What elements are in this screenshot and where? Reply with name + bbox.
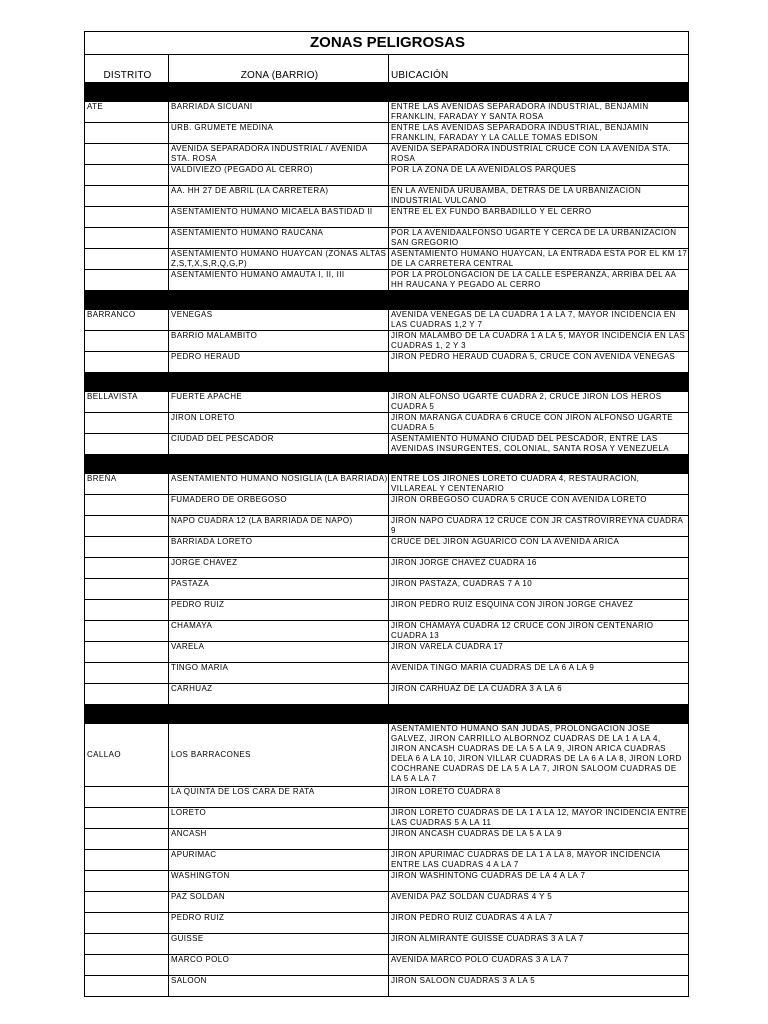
- table-row: [85, 310, 689, 331]
- table-row: [85, 829, 689, 850]
- distrito-cell: BREÑA: [85, 474, 169, 495]
- table-row: [85, 976, 689, 997]
- distrito-cell: [85, 955, 169, 976]
- zona-cell: APURIMAC: [169, 850, 389, 871]
- zona-cell: PASTAZA: [169, 579, 389, 600]
- table-row: [85, 579, 689, 600]
- ubicacion-cell: POR LA ZONA DE LA AVENIDALOS PARQUES: [389, 165, 689, 186]
- ubicacion-cell: JIRON CHAMAYA CUADRA 12 CRUCE CON JIRON CENTENARIO CUADRA 13: [389, 621, 689, 642]
- table-body: [85, 32, 689, 997]
- ubicacion-cell: JIRON LORETO CUADRA 8: [389, 787, 689, 808]
- ubicacion-cell: ENTRE LAS AVENIDAS SEPARADORA INDUSTRIAL, BENJAMIN FRANKLIN, FARADAY Y SANTA ROSA: [389, 102, 689, 123]
- distrito-cell: [85, 207, 169, 228]
- distrito-cell: [85, 892, 169, 913]
- zona-cell: VARELA: [169, 642, 389, 663]
- distrito-cell: [85, 579, 169, 600]
- zonas-table: [84, 31, 689, 997]
- page-title: ZONAS PELIGROSAS: [85, 32, 689, 55]
- zona-cell: SALOON: [169, 976, 389, 997]
- ubicacion-cell: JIRON ALMIRANTE GUISSE CUADRAS 3 A LA 7: [389, 934, 689, 955]
- table-row: [85, 270, 689, 291]
- ubicacion-cell: JIRON PEDRO HERAUD CUADRA 5, CRUCE CON AVENIDA VENEGAS: [389, 352, 689, 373]
- distrito-cell: BARRANCO: [85, 310, 169, 331]
- table-row: [85, 724, 689, 787]
- ubicacion-cell: AVENIDA SEPARADORA INDUSTRIAL CRUCE CON LA AVENIDA STA. ROSA: [389, 144, 689, 165]
- ubicacion-cell: JIRON ORBEGOSO CUADRA 5 CRUCE CON AVENIDA LORETO: [389, 495, 689, 516]
- distrito-cell: CALLAO: [85, 724, 169, 787]
- section-separator: [85, 291, 689, 310]
- zona-cell: ANCASH: [169, 829, 389, 850]
- zona-cell: JORGE CHAVEZ: [169, 558, 389, 579]
- zona-cell: GUISSE: [169, 934, 389, 955]
- ubicacion-cell: POR LA PROLONGACION DE LA CALLE ESPERANZA, ARRIBA DEL AA HH RAUCANA Y PEGADO AL CERRO: [389, 270, 689, 291]
- distrito-cell: [85, 871, 169, 892]
- separator-bar: [85, 83, 689, 102]
- table-row: [85, 892, 689, 913]
- distrito-cell: [85, 537, 169, 558]
- ubicacion-cell: JIRON PEDRO RUIZ ESQUINA CON JIRON JORGE CHAVEZ: [389, 600, 689, 621]
- distrito-cell: [85, 270, 169, 291]
- table-row: [85, 165, 689, 186]
- section-separator: [85, 705, 689, 724]
- distrito-cell: [85, 186, 169, 207]
- distrito-cell: [85, 352, 169, 373]
- distrito-cell: [85, 663, 169, 684]
- zona-cell: BARRIADA LORETO: [169, 537, 389, 558]
- zona-cell: ASENTAMIENTO HUMANO NOSIGLIA (LA BARRIADA): [169, 474, 389, 495]
- table-row: [85, 934, 689, 955]
- ubicacion-cell: CRUCE DEL JIRON AGUARICO CON LA AVENIDA ARICA: [389, 537, 689, 558]
- ubicacion-cell: JIRON LORETO CUADRAS DE LA 1 A LA 12, MAYOR INCIDENCIA ENTRE LAS CUADRAS 5 A LA 11: [389, 808, 689, 829]
- table-row: [85, 808, 689, 829]
- distrito-cell: [85, 976, 169, 997]
- distrito-cell: [85, 558, 169, 579]
- ubicacion-cell: JIRON SALOON CUADRAS 3 A LA 5: [389, 976, 689, 997]
- zona-cell: PEDRO HERAUD: [169, 352, 389, 373]
- distrito-cell: [85, 934, 169, 955]
- distrito-cell: [85, 642, 169, 663]
- header-row: [85, 55, 689, 83]
- zona-cell: LORETO: [169, 808, 389, 829]
- table-row: [85, 663, 689, 684]
- ubicacion-cell: ASENTAMIENTO HUMANO SAN JUDAS, PROLONGACION JOSE GALVEZ, JIRON CARRILLO ALBORNOZ CUADRAS DE LA 1 A LA 4, JIRON ANCASH CUADRAS DE LA 5 A LA 9, JIRON ARICA CUADRAS DELA 6 A LA 10, JIRON VILLAR CUADRAS DE LA 6 A LA 8, JIRON LORD COCHRANE CUADRAS DE LA 5 A LA 7, JIRON SALOOM CUADRAS DE LA 5 A LA 7: [389, 724, 689, 787]
- table-row: [85, 392, 689, 413]
- separator-bar: [85, 291, 689, 310]
- distrito-cell: [85, 850, 169, 871]
- ubicacion-cell: ENTRE LOS JIRONES LORETO CUADRA 4, RESTAURACION, VILLAREAL Y CENTENARIO: [389, 474, 689, 495]
- distrito-cell: [85, 913, 169, 934]
- table-row: [85, 516, 689, 537]
- distrito-cell: [85, 331, 169, 352]
- table-row: [85, 871, 689, 892]
- ubicacion-cell: JIRON WASHINTONG CUADRAS DE LA 4 A LA 7: [389, 871, 689, 892]
- table-row: [85, 955, 689, 976]
- table-row: [85, 474, 689, 495]
- distrito-cell: [85, 413, 169, 434]
- ubicacion-cell: JIRON ALFONSO UGARTE CUADRA 2, CRUCE JIRON LOS HEROS CUADRA 5: [389, 392, 689, 413]
- table-row: [85, 495, 689, 516]
- ubicacion-cell: AVENIDA PAZ SOLDAN CUADRAS 4 Y 5: [389, 892, 689, 913]
- zona-cell: ASENTAMIENTO HUMANO HUAYCAN (ZONAS ALTAS Z,S,T,X,S,R,Q,G,P): [169, 249, 389, 270]
- distrito-cell: [85, 434, 169, 455]
- distrito-cell: [85, 165, 169, 186]
- table-row: [85, 600, 689, 621]
- distrito-cell: [85, 495, 169, 516]
- table-row: [85, 684, 689, 705]
- table-row: [85, 249, 689, 270]
- ubicacion-cell: JIRON CARHUAZ DE LA CUADRA 3 A LA 6: [389, 684, 689, 705]
- ubicacion-cell: JIRON JORGE CHAVEZ CUADRA 16: [389, 558, 689, 579]
- zona-cell: BARRIADA SICUANI: [169, 102, 389, 123]
- ubicacion-cell: JIRON MALAMBO DE LA CUADRA 1 A LA 5, MAYOR INCIDENCIA EN LAS CUADRAS 1, 2 Y 3: [389, 331, 689, 352]
- zona-cell: WASHINGTON: [169, 871, 389, 892]
- ubicacion-cell: JIRON VARELA CUADRA 17: [389, 642, 689, 663]
- ubicacion-cell: JIRON PEDRO RUIZ CUADRAS 4 A LA 7: [389, 913, 689, 934]
- separator-bar: [85, 373, 689, 392]
- table-row: [85, 228, 689, 249]
- ubicacion-cell: ENTRE LAS AVENIDAS SEPARADORA INDUSTRIAL, BENJAMIN FRANKLIN, FARADAY Y LA CALLE TOMAS EDISON: [389, 123, 689, 144]
- section-separator: [85, 83, 689, 102]
- zona-cell: ASENTAMIENTO HUMANO MICAELA BASTIDAD II: [169, 207, 389, 228]
- zonas-peligrosas-sheet: [84, 31, 688, 997]
- zona-cell: JIRON LORETO: [169, 413, 389, 434]
- zona-cell: AA. HH 27 DE ABRIL (LA CARRETERA): [169, 186, 389, 207]
- distrito-cell: [85, 808, 169, 829]
- ubicacion-cell: JIRON MARANGA CUADRA 6 CRUCE CON JIRON ALFONSO UGARTE CUADRA 5: [389, 413, 689, 434]
- table-row: [85, 850, 689, 871]
- distrito-cell: [85, 829, 169, 850]
- section-separator: [85, 373, 689, 392]
- table-row: [85, 621, 689, 642]
- ubicacion-cell: ENTRE EL EX FUNDO BARBADILLO Y EL CERRO: [389, 207, 689, 228]
- distrito-cell: [85, 621, 169, 642]
- zona-cell: LOS BARRACONES: [169, 724, 389, 787]
- separator-bar: [85, 705, 689, 724]
- table-row: [85, 352, 689, 373]
- zona-cell: URB. GRUMETE MEDINA: [169, 123, 389, 144]
- table-row: [85, 434, 689, 455]
- header-distrito: DISTRITO: [85, 55, 169, 83]
- ubicacion-cell: JIRON NAPO CUADRA 12 CRUCE CON JR CASTROVIRREYNA CUADRA 9: [389, 516, 689, 537]
- zona-cell: FUMADERO DE ORBEGOSO: [169, 495, 389, 516]
- section-separator: [85, 455, 689, 474]
- zona-cell: TINGO MARIA: [169, 663, 389, 684]
- distrito-cell: [85, 249, 169, 270]
- distrito-cell: [85, 123, 169, 144]
- distrito-cell: [85, 684, 169, 705]
- table-row: [85, 913, 689, 934]
- distrito-cell: [85, 516, 169, 537]
- distrito-cell: BELLAVISTA: [85, 392, 169, 413]
- zona-cell: ASENTAMIENTO HUMANO RAUCANA: [169, 228, 389, 249]
- ubicacion-cell: ASENTAMIENTO HUMANO HUAYCAN, LA ENTRADA ESTA POR EL KM 17 DE LA CARRETERA CENTRAL: [389, 249, 689, 270]
- table-row: [85, 331, 689, 352]
- ubicacion-cell: POR LA AVENIDAALFONSO UGARTE Y CERCA DE LA URBANIZACION SAN GREGORIO: [389, 228, 689, 249]
- ubicacion-cell: EN LA AVENIDA URUBAMBA, DETRÁS DE LA URBANIZACION INDUSTRIAL VULCANO: [389, 186, 689, 207]
- table-row: [85, 102, 689, 123]
- zona-cell: CHAMAYA: [169, 621, 389, 642]
- zona-cell: PAZ SOLDAN: [169, 892, 389, 913]
- ubicacion-cell: JIRON APURIMAC CUADRAS DE LA 1 A LA 8, MAYOR INCIDENCIA ENTRE LAS CUADRAS 4 A LA 7: [389, 850, 689, 871]
- table-row: [85, 144, 689, 165]
- table-row: [85, 123, 689, 144]
- zona-cell: CIUDAD DEL PESCADOR: [169, 434, 389, 455]
- header-ubicacion: UBICACIÓN: [389, 55, 689, 83]
- zona-cell: NAPO CUADRA 12 (LA BARRIADA DE NAPO): [169, 516, 389, 537]
- zona-cell: BARRIO MALAMBITO: [169, 331, 389, 352]
- ubicacion-cell: ASENTAMIENTO HUMANO CIUDAD DEL PESCADOR, ENTRE LAS AVENIDAS INSURGENTES, COLONIAL, SANTA ROSA Y VENEZUELA: [389, 434, 689, 455]
- zona-cell: PEDRO RUIZ: [169, 913, 389, 934]
- zona-cell: AVENIDA SEPARADORA INDUSTRIAL / AVENIDA STA. ROSA: [169, 144, 389, 165]
- table-row: [85, 537, 689, 558]
- distrito-cell: [85, 228, 169, 249]
- ubicacion-cell: AVENIDA TINGO MARIA CUADRAS DE LA 6 A LA 9: [389, 663, 689, 684]
- zona-cell: MARCO POLO: [169, 955, 389, 976]
- zona-cell: VALDIVIEZO (PEGADO AL CERRO): [169, 165, 389, 186]
- zona-cell: PEDRO RUIZ: [169, 600, 389, 621]
- ubicacion-cell: JIRON PASTAZA, CUADRAS 7 A 10: [389, 579, 689, 600]
- ubicacion-cell: JIRON ANCASH CUADRAS DE LA 5 A LA 9: [389, 829, 689, 850]
- zona-cell: VENEGAS: [169, 310, 389, 331]
- zona-cell: LA QUINTA DE LOS CARA DE RATA: [169, 787, 389, 808]
- table-row: [85, 558, 689, 579]
- table-row: [85, 413, 689, 434]
- distrito-cell: [85, 787, 169, 808]
- zona-cell: FUERTE APACHE: [169, 392, 389, 413]
- table-row: [85, 207, 689, 228]
- distrito-cell: ATE: [85, 102, 169, 123]
- ubicacion-cell: AVENIDA MARCO POLO CUADRAS 3 A LA 7: [389, 955, 689, 976]
- header-zona: ZONA (BARRIO): [169, 55, 389, 83]
- table-row: [85, 186, 689, 207]
- zona-cell: ASENTAMIENTO HUMANO AMAUTA I, II, III: [169, 270, 389, 291]
- table-row: [85, 642, 689, 663]
- table-row: [85, 787, 689, 808]
- separator-bar: [85, 455, 689, 474]
- title-row: [85, 32, 689, 55]
- ubicacion-cell: AVENIDA VENEGAS DE LA CUADRA 1 A LA 7, MAYOR INCIDENCIA EN LAS CUADRAS 1,2 Y 7: [389, 310, 689, 331]
- zona-cell: CARHUAZ: [169, 684, 389, 705]
- distrito-cell: [85, 144, 169, 165]
- distrito-cell: [85, 600, 169, 621]
